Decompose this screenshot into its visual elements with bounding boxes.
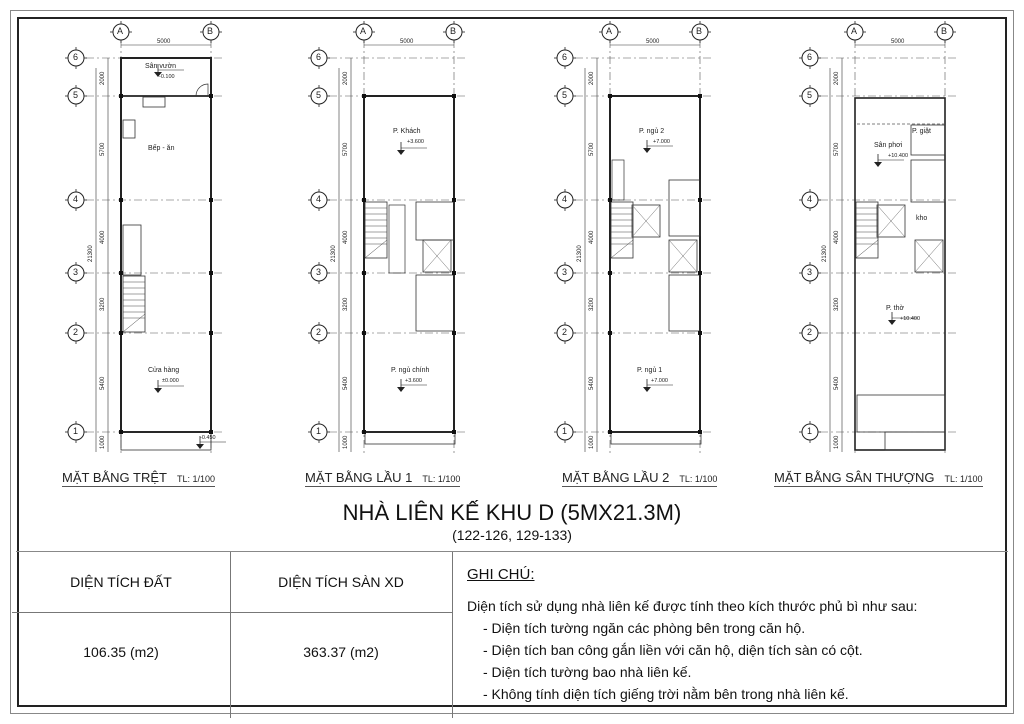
grid-label-row: 3 bbox=[316, 267, 322, 277]
grid-label-row: 4 bbox=[316, 194, 322, 204]
dimension-text: 1000 bbox=[100, 435, 106, 449]
grid-label-col: A bbox=[360, 26, 367, 36]
dimension-text: 5000 bbox=[646, 39, 660, 45]
drawing-title: NHÀ LIÊN KẾ KHU D (5MX21.3M) bbox=[342, 500, 682, 525]
dimension-text: 3200 bbox=[589, 297, 595, 311]
grid-label-col: A bbox=[851, 26, 858, 36]
grid-label-row: 5 bbox=[562, 90, 568, 100]
room-label: kho bbox=[916, 215, 928, 222]
dimension-text: 4000 bbox=[343, 230, 349, 244]
caption-text: MẶT BẰNG LẦU 1 bbox=[305, 470, 413, 485]
level-label: -0.100 bbox=[159, 74, 175, 80]
plan-caption-ground bbox=[62, 470, 215, 487]
dimension-text: 5000 bbox=[157, 39, 171, 45]
dimension-text: 4000 bbox=[834, 230, 840, 244]
grid-label-row: 1 bbox=[73, 426, 79, 436]
dimension-text: 5000 bbox=[400, 39, 414, 45]
grid-label-col: A bbox=[117, 26, 124, 36]
caption-text: MẶT BẰNG TRỆT bbox=[62, 470, 167, 485]
dimension-text: 5700 bbox=[100, 142, 106, 156]
room-label: Sân phơi bbox=[874, 142, 903, 149]
dimension-text: 2000 bbox=[343, 71, 349, 85]
dimension-text: 21300 bbox=[331, 245, 337, 262]
grid-label-row: 5 bbox=[807, 90, 813, 100]
plan-caption-floor-1 bbox=[305, 470, 460, 487]
grid-label-row: 2 bbox=[73, 327, 79, 337]
grid-label-row: 5 bbox=[73, 90, 79, 100]
notes-title: GHI CHÚ: bbox=[467, 566, 535, 583]
dimension-text: 5700 bbox=[343, 142, 349, 156]
caption-text: MẶT BẰNG SÂN THƯỢNG bbox=[774, 470, 935, 485]
scale-text: TL: 1/100 bbox=[944, 474, 983, 484]
grid-label-row: 1 bbox=[316, 426, 322, 436]
value-land-area: 106.35 (m2) bbox=[83, 644, 159, 660]
dimension-text: 4000 bbox=[100, 230, 106, 244]
dimension-text: 1000 bbox=[343, 435, 349, 449]
grid-label-col: B bbox=[696, 26, 703, 36]
level-label: -0.450 bbox=[200, 435, 216, 441]
grid-label-col: B bbox=[450, 26, 457, 36]
dimension-text: 5400 bbox=[100, 376, 106, 390]
room-label: P. ngủ 1 bbox=[637, 367, 663, 374]
dimension-text: 2000 bbox=[100, 71, 106, 85]
room-label: P. thờ bbox=[886, 305, 905, 312]
level-label: +3.600 bbox=[407, 139, 424, 145]
room-label: Cửa hàng bbox=[148, 367, 180, 374]
level-label: +3.600 bbox=[405, 378, 422, 384]
dimension-text: 5700 bbox=[834, 142, 840, 156]
caption-text: MẶT BẰNG LẦU 2 bbox=[562, 470, 670, 485]
grid-label-col: B bbox=[941, 26, 948, 36]
dimension-text: 5400 bbox=[834, 376, 840, 390]
dimension-text: 21300 bbox=[822, 245, 828, 262]
dimension-text: 1000 bbox=[834, 435, 840, 449]
notes-item: - Diện tích ban công gắn liền với căn hộ, diện tích sàn có cột. bbox=[483, 642, 863, 658]
level-label: +10.400 bbox=[888, 153, 909, 159]
notes-item: - Diện tích tường ngăn các phòng bên trong căn hộ. bbox=[483, 620, 806, 636]
grid-label-row: 2 bbox=[316, 327, 322, 337]
level-label: +10.400 bbox=[900, 316, 921, 322]
scale-text: TL: 1/100 bbox=[679, 474, 718, 484]
grid-label-row: 6 bbox=[316, 52, 322, 62]
level-label: +7.000 bbox=[651, 378, 668, 384]
room-label: P. giặt bbox=[912, 128, 931, 135]
dimension-text: 5700 bbox=[589, 142, 595, 156]
grid-label-row: 2 bbox=[807, 327, 813, 337]
dimension-text: 21300 bbox=[88, 245, 94, 262]
plan-roof bbox=[799, 21, 959, 455]
dimension-text: 4000 bbox=[589, 230, 595, 244]
dimension-text: 2000 bbox=[834, 71, 840, 85]
grid-label-row: 3 bbox=[73, 267, 79, 277]
plan-floor-1 bbox=[308, 21, 468, 455]
notes-item: - Diện tích tường bao nhà liên kế. bbox=[483, 664, 692, 680]
grid-label-row: 2 bbox=[562, 327, 568, 337]
area-table bbox=[12, 552, 452, 718]
grid-label-row: 1 bbox=[807, 426, 813, 436]
value-floor-area: 363.37 (m2) bbox=[303, 644, 379, 660]
level-label: ±0.000 bbox=[162, 378, 179, 384]
grid-label-row: 4 bbox=[73, 194, 79, 204]
dimension-text: 3200 bbox=[343, 297, 349, 311]
dimension-text: 3200 bbox=[100, 297, 106, 311]
notes-intro: Diện tích sử dụng nhà liên kế được tính theo kích thước phủ bì như sau: bbox=[467, 598, 918, 614]
grid-label-col: B bbox=[207, 26, 214, 36]
room-label: Sân vườn bbox=[145, 63, 177, 70]
grid-label-row: 6 bbox=[562, 52, 568, 62]
grid-label-row: 3 bbox=[562, 267, 568, 277]
room-label: P. ngủ 2 bbox=[639, 128, 665, 135]
grid-label-row: 1 bbox=[562, 426, 568, 436]
dimension-text: 5000 bbox=[891, 39, 905, 45]
room-label: Bếp - ăn bbox=[148, 145, 175, 152]
dimension-text: 5400 bbox=[343, 376, 349, 390]
notes-item: - Không tính diện tích giếng trời nằm bên trong nhà liên kế. bbox=[483, 686, 849, 702]
dimension-text: 2000 bbox=[589, 71, 595, 85]
drawing-subtitle: (122-126, 129-133) bbox=[452, 527, 572, 543]
plan-floor-2 bbox=[554, 21, 714, 455]
grid-label-row: 6 bbox=[807, 52, 813, 62]
grid-label-row: 6 bbox=[73, 52, 79, 62]
scale-text: TL: 1/100 bbox=[176, 474, 216, 484]
dimension-text: 3200 bbox=[834, 297, 840, 311]
plan-ground bbox=[65, 21, 226, 455]
grid-label-row: 4 bbox=[807, 194, 813, 204]
room-label: P. ngủ chính bbox=[391, 367, 430, 374]
dimension-text: 5400 bbox=[589, 376, 595, 390]
dimension-text: 21300 bbox=[577, 245, 583, 262]
grid-label-row: 5 bbox=[316, 90, 322, 100]
header-land-area: DIỆN TÍCH ĐẤT bbox=[70, 574, 172, 590]
dimension-text: 1000 bbox=[589, 435, 595, 449]
table-col-divider bbox=[452, 552, 453, 718]
notes-panel bbox=[455, 552, 1015, 718]
plan-caption-floor-2 bbox=[562, 470, 717, 487]
level-label: +7.000 bbox=[653, 139, 670, 145]
header-floor-area: DIỆN TÍCH SÀN XD bbox=[278, 574, 404, 590]
plan-caption-roof bbox=[774, 470, 983, 487]
grid-label-col: A bbox=[606, 26, 613, 36]
scale-text: TL: 1/100 bbox=[422, 474, 461, 484]
room-label: P. Khách bbox=[393, 128, 421, 135]
grid-label-row: 4 bbox=[562, 194, 568, 204]
grid-label-row: 3 bbox=[807, 267, 813, 277]
